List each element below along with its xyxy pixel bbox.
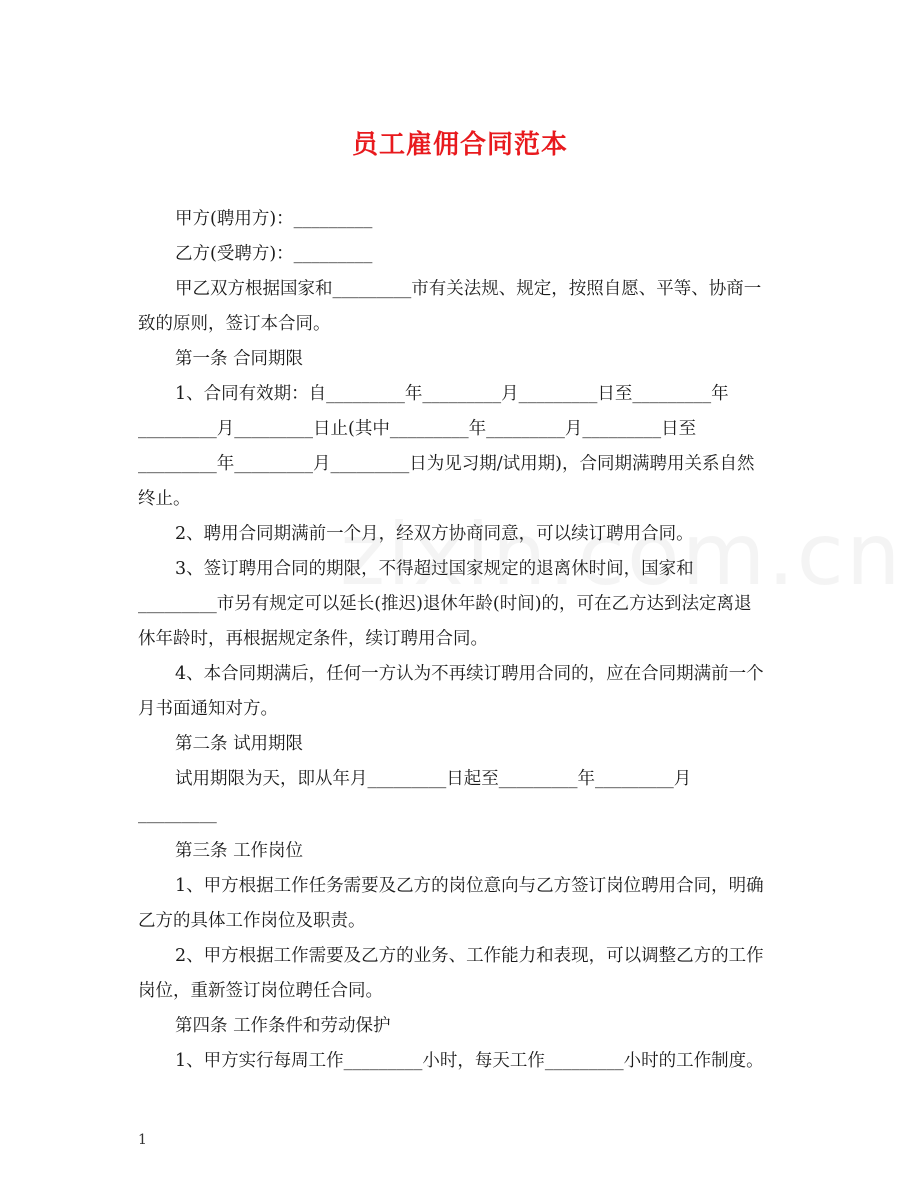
- article-3-item-1-a: 1、甲方根据工作任务需要及乙方的岗位意向与乙方签订岗位聘用合同，明确: [175, 876, 764, 896]
- article-1-item-1-d: 终止。: [138, 489, 191, 509]
- article-3-item-2-a: 2、甲方根据工作需要及乙方的业务、工作能力和表现，可以调整乙方的工作: [175, 946, 764, 966]
- article-1-item-3-a: 3、签订聘用合同的期限，不得超过国家规定的退离休时间，国家和: [175, 559, 694, 579]
- article-3-item-1-b: 乙方的具体工作岗位及职责。: [138, 911, 366, 931]
- article-2-body-a: 试用期限为天，即从年月_________日起至_________年_________月: [175, 769, 692, 789]
- article-1-item-3-b: _________市另有规定可以延长(推迟)退休年龄(时间)的，可在乙方达到法定离退: [138, 594, 752, 614]
- article-1-item-3-c: 休年龄时，再根据规定条件，续订聘用合同。: [138, 629, 488, 649]
- article-1-heading: 第一条 合同期限: [175, 349, 304, 369]
- article-3-item-2-b: 岗位，重新签订岗位聘任合同。: [138, 981, 383, 1001]
- preamble-line-1: 甲乙双方根据国家和_________市有关法规、规定，按照自愿、平等、协商一: [175, 279, 762, 299]
- party-a-line: 甲方(聘用方)：_________: [175, 209, 373, 229]
- article-2-body-b: _________: [138, 804, 217, 824]
- page-number: 1: [138, 1132, 147, 1148]
- preamble-line-2: 致的原则，签订本合同。: [138, 314, 331, 334]
- article-1-item-1-a: 1、合同有效期：自_________年_________月_________日至_________年: [175, 384, 729, 404]
- document-title: 员工雇佣合同范本: [351, 130, 568, 160]
- article-4-item-1: 1、甲方实行每周工作_________小时，每天工作_________小时的工作制度。: [175, 1051, 764, 1071]
- article-2-heading: 第二条 试用期限: [175, 734, 304, 754]
- article-1-item-4-a: 4、本合同期满后，任何一方认为不再续订聘用合同的，应在合同期满前一个: [175, 664, 764, 684]
- article-1-item-2: 2、聘用合同期满前一个月，经双方协商同意，可以续订聘用合同。: [175, 524, 694, 544]
- watermark: [340, 505, 902, 605]
- article-1-item-4-b: 月书面通知对方。: [138, 699, 278, 719]
- article-1-item-1-b: _________月_________日止(其中_________年_________月_________日至: [138, 419, 697, 439]
- article-4-heading: 第四条 工作条件和劳动保护: [175, 1016, 391, 1036]
- article-1-item-1-c: _________年_________月_________日为见习期/试用期)，合同期满聘用关系自然: [138, 454, 755, 474]
- party-b-line: 乙方(受聘方)：_________: [175, 244, 373, 264]
- article-3-heading: 第三条 工作岗位: [175, 841, 304, 861]
